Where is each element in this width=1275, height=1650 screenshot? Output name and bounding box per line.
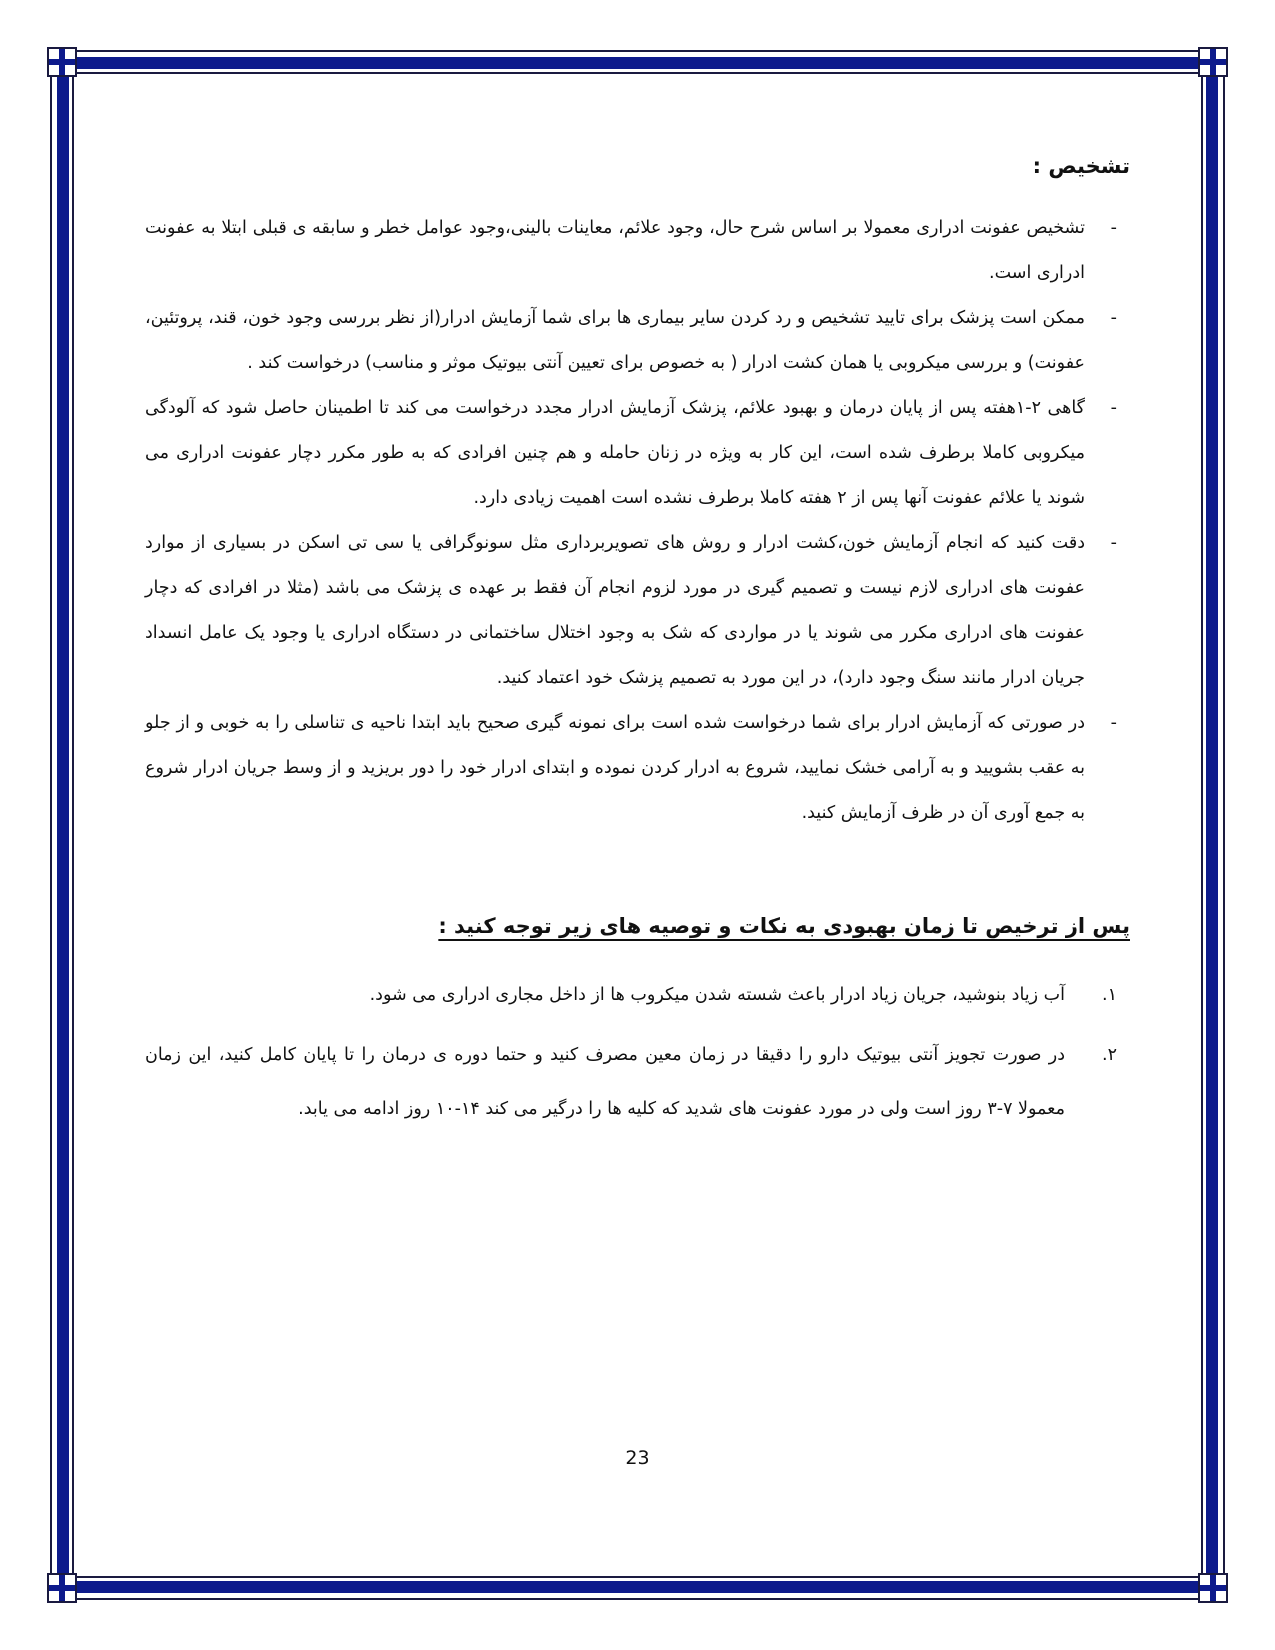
list-item-text: گاهی ۲-۱هفته پس از پایان درمان و بهبود علائم، پزشک آزمایش ادرار مجدد درخواست می کند تا اطمینان حاصل شود که آلودگی میکروبی کاملا برطرف شده است، این کار به ویژه در زنان حامله و هم چنین افرادی که به طور مکرر دچار عفونت ادراری می شوند یا علائم عفونت آنها پس از ۲ هفته کاملا برطرف نشده است اهمیت زیادی دارد. (145, 398, 1085, 508)
corner-ornament-top-right (1198, 47, 1228, 77)
after-discharge-heading: پس از ترخیص تا زمان بهبودی به نکات و توصیه های زیر توجه کنید : (438, 914, 1130, 938)
list-item (145, 206, 1117, 296)
list-item-text: ممکن است پزشک برای تایید تشخیص و رد کردن سایر بیماری ها برای شما آزمایش ادرار(از نظر بررسی وجود خون، قند، پروتئین، عفونت) و بررسی میکروبی یا همان کشت ادرار ( به خصوص برای تعیین آنتی بیوتیک موثر و مناسب) درخواست کند . (145, 308, 1085, 373)
bullet-dash: - (1110, 218, 1117, 238)
diagnosis-list (145, 206, 1130, 836)
list-item (145, 521, 1117, 701)
list-item-text: دقت کنید که انجام آزمایش خون،کشت ادرار و روش های تصویربرداری مثل سونوگرافی یا سی تی اسکن در بسیاری از موارد عفونت های ادراری لازم نیست و تصمیم گیری در مورد لزوم انجام آن فقط بر عهده ی پزشک می باشد (مثلا در افرادی که دچار عفونت های ادراری مکرر می شوند یا در مواردی که شک به وجود اختلال ساختمانی در دستگاه ادراری یا وجود یک عامل انسداد جریان ادرار مانند سنگ وجود دارد)، در این مورد به تصمیم پزشک خود اعتماد کنید. (145, 533, 1085, 688)
corner-ornament-bottom-left (47, 1573, 77, 1603)
bullet-dash: - (1110, 398, 1117, 418)
list-item-text: در صورت تجویز آنتی بیوتیک دارو را دقیقا در زمان معین مصرف کنید و حتما دوره ی درمان را تا پایان کامل کنید، این زمان معمولا ۷-۳ روز است ولی در مورد عفونت های شدید که کلیه ها را درگیر می کند ۱۴-۱۰ روز ادامه می یابد. (145, 1045, 1065, 1119)
list-item (145, 296, 1117, 386)
diagnosis-heading: تشخیص : (1032, 154, 1130, 178)
list-item (145, 968, 1117, 1022)
page-number: 23 (625, 1447, 650, 1469)
page-content (145, 140, 1130, 1142)
list-item (145, 386, 1117, 521)
list-item-number: ۱. (1102, 985, 1117, 1005)
bullet-dash: - (1110, 713, 1117, 733)
bullet-dash: - (1110, 308, 1117, 328)
list-item-text: در صورتی که آزمایش ادرار برای شما درخواست شده است برای نمونه گیری صحیح باید ابتدا ناحیه ی تناسلی را به خوبی و از جلو به عقب بشویید و به آرامی خشک نمایید، شروع به ادرار کردن نموده و ابتدای ادرار خود را دور بریزید و از وسط جریان ادرار شروع به جمع آوری آن در ظرف آزمایش کنید. (145, 713, 1085, 823)
bullet-dash: - (1110, 533, 1117, 553)
list-item-text: تشخیص عفونت ادراری معمولا بر اساس شرح حال، وجود علائم، معاینات بالینی،وجود عوامل خطر و سابقه ی قبلی ابتلا به عفونت ادراری است. (145, 218, 1085, 283)
list-item-text: آب زیاد بنوشید، جریان زیاد ادرار باعث شسته شدن میکروب ها از داخل مجاری ادراری می شود. (369, 985, 1065, 1005)
corner-ornament-bottom-right (1198, 1573, 1228, 1603)
list-item (145, 1028, 1117, 1136)
corner-ornament-top-left (47, 47, 77, 77)
list-item (145, 701, 1117, 836)
list-item-number: ۲. (1102, 1045, 1117, 1065)
recommendations-list (145, 968, 1130, 1136)
